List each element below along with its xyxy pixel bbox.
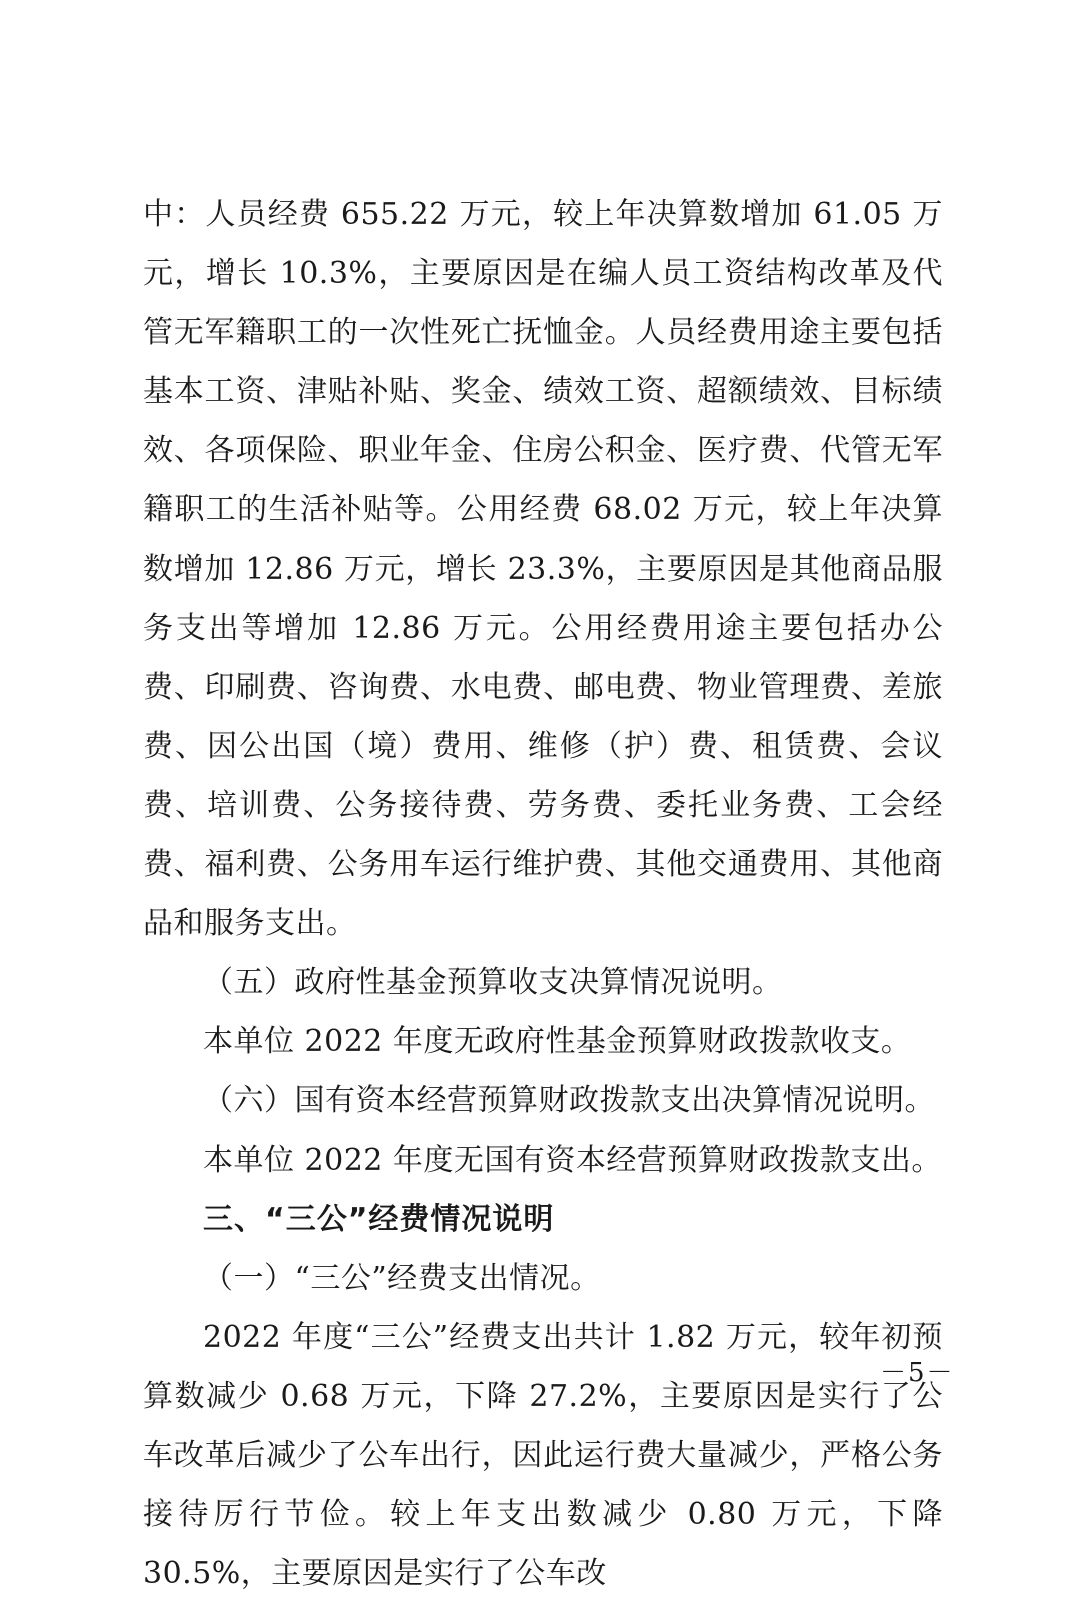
paragraph-no-government-fund: 本单位 2022 年度无政府性基金预算财政拨款收支。 <box>203 1024 912 1060</box>
section-heading-three-public-expenses: 三、“三公”经费情况说明 <box>203 1201 555 1237</box>
document-body <box>143 185 943 1603</box>
paragraph-personnel-and-public-expenses: 中：人员经费 655.22 万元，较上年决算数增加 61.05 万元，增长 10.3%，主要原因是在编人员工资结构改革及代管无军籍职工的一次性死亡抚恤金。人员经费用途主要包括基本工资、津贴补贴、奖金、绩效工资、超额绩效、目标绩效、各项保险、职业年金、住房公积金、医疗费、代管无军籍职工的生活补贴等。公用经费 68.02 万元，较上年决算数增加 12.86 万元，增长 23.3%，主要原因是其他商品服务支出等增加 12.86 万元。公用经费用途主要包括办公费、印刷费、咨询费、水电费、邮电费、物业管理费、差旅费、因公出国（境）费用、维修（护）费、租赁费、会议费、培训费、公务接待费、劳务费、委托业务费、工会经费、福利费、公务用车运行维护费、其他交通费用、其他商品和服务支出。 <box>143 197 943 942</box>
subheading-government-fund-budget: （五）政府性基金预算收支决算情况说明。 <box>203 965 783 1001</box>
subheading-state-capital-budget: （六）国有资本经营预算财政拨款支出决算情况说明。 <box>203 1083 935 1119</box>
paragraph-three-public-expenditure-details: 2022 年度“三公”经费支出共计 1.82 万元，较年初预算数减少 0.68 万元，下降 27.2%，主要原因是实行了公车改革后减少了公车出行，因此运行费大量减少，严格公务接待厉行节俭。较上年支出数减少 0.80 万元，下降 30.5%，主要原因是实行了公车改 <box>143 1319 943 1592</box>
page-number: －5－ <box>880 1358 955 1388</box>
paragraph-no-state-capital: 本单位 2022 年度无国有资本经营预算财政拨款支出。 <box>203 1142 942 1178</box>
subheading-three-public-expenditure: （一）“三公”经费支出情况。 <box>203 1260 601 1296</box>
